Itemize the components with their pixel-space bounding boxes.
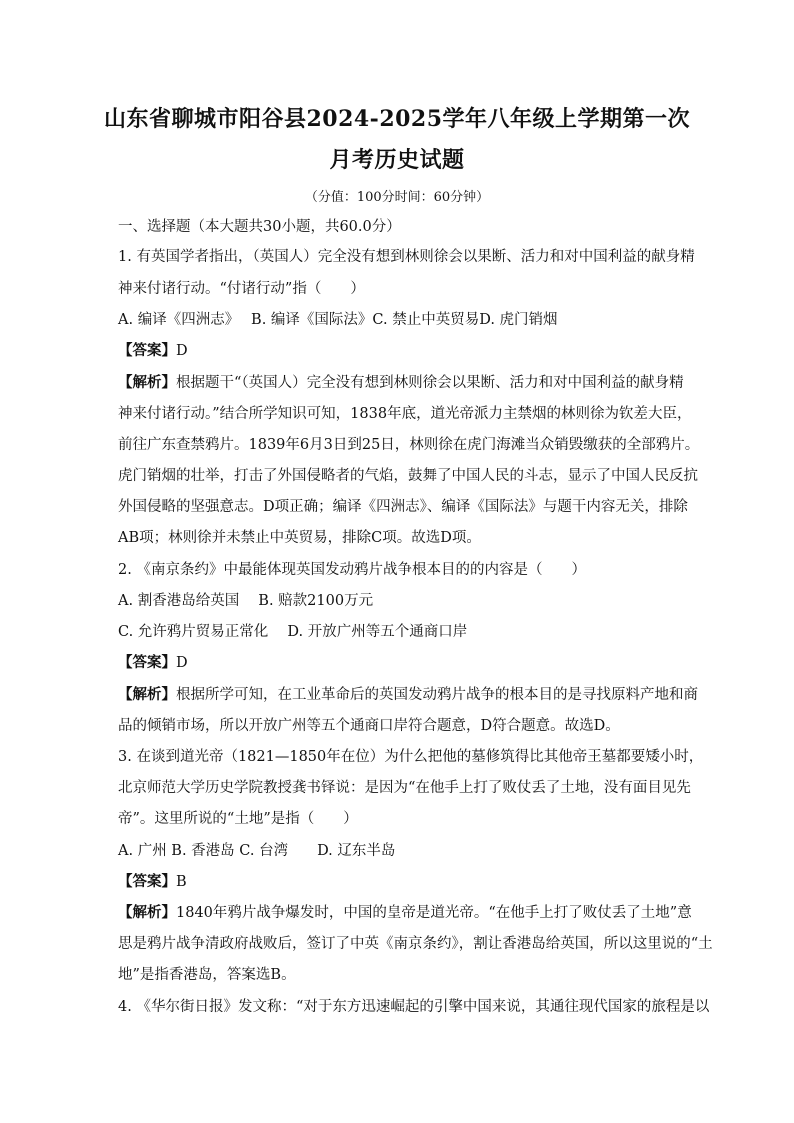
- q2-analysis-text1: 根据所学可知，在工业革命后的英国发动鸦片战争的根本目的是寻找原料产地和商: [176, 687, 698, 703]
- q1-analysis-line4: 虎门销烟的壮举，打击了外国侵略者的气焰，鼓舞了中国人民的斗志，显示了中国人民反抗: [118, 468, 698, 484]
- q3-answer: [118, 873, 187, 891]
- q1-analysis-line5: 外国侵略的坚强意志。D项正确；编译《四洲志》、编译《国际法》与题干内容无关，排除: [118, 499, 688, 515]
- q1-analysis-line1: [118, 374, 684, 392]
- q4-stem-line1: 4. 《华尔街日报》发文称：“对于东方迅速崛起的引擎中国来说，其通往现代国家的旅程是以: [118, 999, 710, 1015]
- q3-stem-line2: 北京师范大学历史学院教授龚书铎说：是因为“在他手上打了败仗丢了土地，没有面目见先: [118, 780, 691, 796]
- q1-answer-value: D: [176, 343, 188, 359]
- analysis-label: 【解析】: [118, 686, 176, 703]
- score-time-info: （分值：100分时间：60分钟）: [304, 190, 490, 205]
- q1-analysis-line6: AB项；林则徐并未禁止中英贸易，排除C项。故选D项。: [118, 530, 481, 546]
- q1-options: A. 编译《四洲志》 B. 编译《国际法》C. 禁止中英贸易D. 虎门销烟: [118, 312, 558, 328]
- analysis-label: 【解析】: [118, 904, 176, 921]
- q3-stem-line1: 3. 在谈到道光帝（1821—1850年在位）为什么把他的墓修筑得比其他帝王墓都要矮小时，: [118, 749, 704, 765]
- document-title-line2: 月考历史试题: [329, 147, 465, 173]
- q3-answer-value: B: [176, 874, 187, 890]
- answer-label: 【答案】: [118, 654, 176, 671]
- q1-analysis-line3: 前往广东查禁鸦片。1839年6月3日到25日，林则徐在虎门海滩当众销毁缴获的全部鸦片。: [118, 437, 700, 453]
- q3-options: A. 广州 B. 香港岛 C. 台湾 D. 辽东半岛: [118, 843, 396, 859]
- answer-label: 【答案】: [118, 873, 176, 890]
- q2-answer: [118, 654, 188, 672]
- q3-analysis-line2: 思是鸦片战争清政府战败后，签订了中英《南京条约》，割让香港岛给英国，所以这里说的“土: [118, 936, 713, 952]
- q3-analysis-line1: [118, 904, 692, 922]
- document-title-line1: 山东省聊城市阳谷县2024-2025学年八年级上学期第一次: [103, 106, 691, 132]
- section-heading: 一、选择题（本大题共30小题，共60.0分）: [118, 219, 401, 235]
- q2-options-line2: C. 允许鸦片贸易正常化 D. 开放广州等五个通商口岸: [118, 624, 468, 640]
- q3-analysis-line3: 地”是指香港岛，答案选B。: [118, 967, 296, 983]
- answer-label: 【答案】: [118, 342, 176, 359]
- q2-answer-value: D: [176, 655, 188, 671]
- q1-analysis-line2: 神来付诸行动。”结合所学知识可知，1838年底，道光帝派力主禁烟的林则徐为钦差大臣，: [118, 406, 692, 422]
- q2-stem-line1: 2. 《南京条约》中最能体现英国发动鸦片战争根本目的的内容是（ ）: [118, 562, 586, 578]
- q2-analysis-line2: 品的倾销市场，所以开放广州等五个通商口岸符合题意，D符合题意。故选D。: [118, 718, 620, 734]
- q3-stem-line3: 帝”。这里所说的“土地”是指（ ）: [118, 811, 358, 827]
- q1-stem-line1: 1. 有英国学者指出，（英国人）完全没有想到林则徐会以果断、活力和对中国利益的献身精: [118, 249, 695, 265]
- q2-options-line1: A. 割香港岛给英国 B. 赔款2100万元: [118, 593, 374, 609]
- analysis-label: 【解析】: [118, 374, 176, 391]
- q1-analysis-text1: 根据题干“（英国人）完全没有想到林则徐会以果断、活力和对中国利益的献身精: [176, 375, 684, 391]
- q1-stem-line2: 神来付诸行动。“付诸行动”指（ ）: [118, 281, 365, 297]
- q3-analysis-text1: 1840年鸦片战争爆发时，中国的皇帝是道光帝。“在他手上打了败仗丢了土地”意: [176, 905, 692, 921]
- q1-answer: [118, 342, 188, 360]
- q2-analysis-line1: [118, 686, 698, 704]
